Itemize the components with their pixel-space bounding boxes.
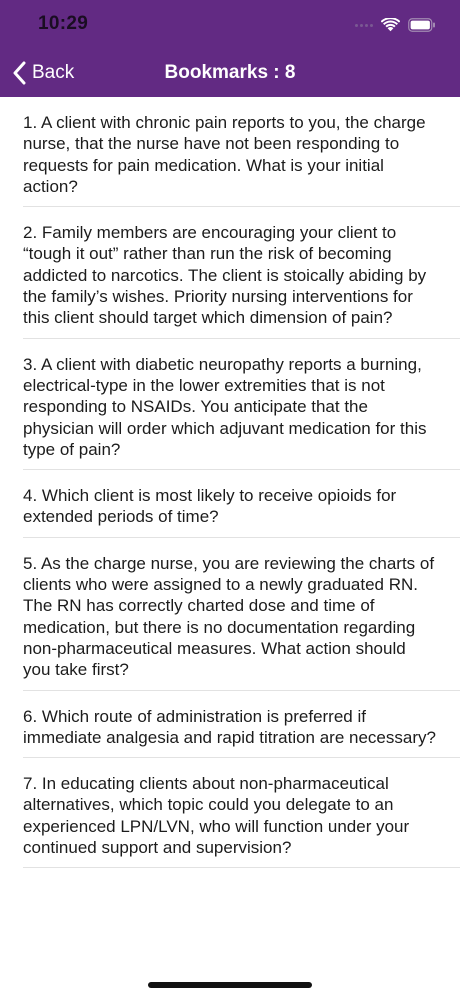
status-time: 10:29 bbox=[38, 13, 89, 34]
navigation-bar bbox=[0, 48, 460, 97]
bookmark-item[interactable]: 2. Family members are encouraging your client to “tough it out” rather than run the risk of becoming addicted to narcotics. The client is stoically abiding by the family’s wishes. Priority nursing interventions for this client should target which dimension of pain? bbox=[0, 207, 460, 338]
page-title: Bookmarks : 8 bbox=[164, 62, 296, 83]
bookmark-list bbox=[0, 97, 460, 868]
bookmark-item[interactable]: 1. A client with chronic pain reports to you, the charge nurse, that the nurse have not been responding to requests for pain medication. What is your initial action? bbox=[0, 97, 460, 207]
home-indicator[interactable] bbox=[148, 982, 312, 988]
bookmark-item[interactable]: 3. A client with diabetic neuropathy reports a burning, electrical-type in the lower extremities that is not responding to NSAIDs. You anticipate that the physician will order which adjuvant medication for this type of pain? bbox=[0, 339, 460, 470]
bookmark-item[interactable]: 7. In educating clients about non-pharmaceutical alternatives, which topic could you delegate to an experienced LPN/LVN, who will function under your continued support and supervision? bbox=[0, 758, 460, 868]
back-label: Back bbox=[32, 62, 75, 83]
cellular-signal-icon bbox=[355, 24, 373, 27]
wifi-icon bbox=[381, 18, 400, 32]
bookmark-item[interactable]: 6. Which route of administration is preferred if immediate analgesia and rapid titration are necessary? bbox=[0, 691, 460, 759]
header bbox=[0, 0, 460, 97]
status-icons bbox=[355, 15, 436, 35]
status-bar bbox=[0, 0, 460, 48]
battery-icon bbox=[408, 18, 436, 32]
bookmark-item[interactable]: 5. As the charge nurse, you are reviewing the charts of clients who were assigned to a newly graduated RN. The RN has correctly charted dose and time of medication, but there is no documentation regarding non-pharmaceutical measures. What action should you take first? bbox=[0, 538, 460, 691]
bookmark-item[interactable]: 4. Which client is most likely to receive opioids for extended periods of time? bbox=[0, 470, 460, 538]
